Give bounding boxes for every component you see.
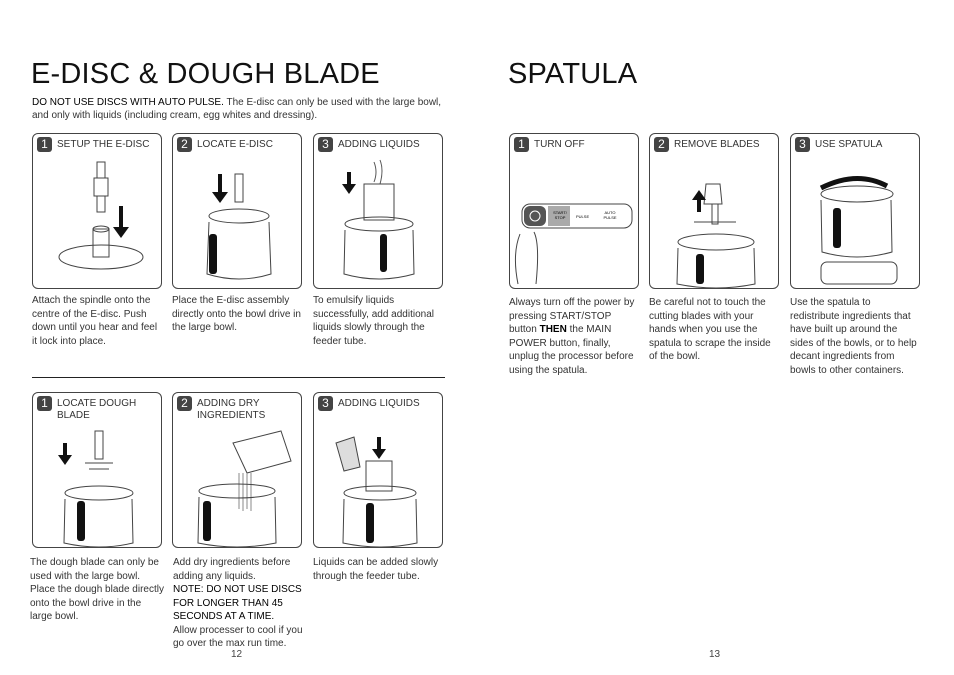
step-number: 3 — [318, 137, 333, 152]
dry-ingredients-illustration — [173, 393, 303, 549]
auto-pulse-button-label: AUTO PULSE — [603, 210, 617, 220]
step-label: USE SPATULA — [815, 139, 883, 150]
remove-blades-illustration — [650, 134, 780, 290]
dough-step-1-desc: The dough blade can only be used with the large bowl. Place the dough blade directly onto the bowl drive in the large bowl. — [30, 557, 164, 622]
left-page-title: E-DISC & DOUGH BLADE — [31, 58, 380, 90]
spatula-step-1-desc — [509, 296, 641, 377]
down-arrow-head-icon — [212, 192, 228, 203]
step-number: 2 — [654, 137, 669, 152]
page-number-right: 13 — [709, 649, 721, 660]
down-arrow-icon — [218, 174, 222, 194]
dough-step-3-card — [313, 392, 443, 548]
dough-step-2-note: NOTE: DO NOT USE DISCS FOR LONGER THAN 45 SECONDS AT A TIME. — [173, 584, 302, 622]
intro-paragraph — [32, 96, 447, 122]
edisc-step-1-card — [32, 133, 162, 289]
rotate-arrow-icon — [821, 178, 887, 188]
bowl-handle — [77, 501, 85, 541]
dough-step-2-text: Add dry ingredients before adding any liquids. — [173, 557, 291, 582]
bowl-handle — [833, 208, 841, 248]
right-page-title: SPATULA — [508, 58, 638, 90]
spindle-edisc-illustration — [33, 134, 163, 290]
bowl-edisc-illustration — [173, 134, 303, 290]
up-arrow-head-icon — [692, 190, 706, 200]
down-arrow-head-icon — [58, 455, 72, 465]
step-label: LOCATE E-DISC — [197, 139, 273, 150]
dough-step-2-card — [172, 392, 302, 548]
down-arrow-head-icon — [342, 184, 356, 194]
edisc-step-2-card — [172, 133, 302, 289]
step-label: LOCATE DOUGH BLADE — [57, 398, 137, 421]
pulse-button-label: PULSE — [576, 214, 590, 219]
edisc-step-3-desc: To emulsify liquids successfully, add additional liquids slowly through the feeder tube. — [313, 295, 434, 347]
step-label: ADDING DRY INGREDIENTS — [197, 398, 266, 421]
control-panel-illustration — [510, 134, 640, 290]
bowl-handle — [209, 234, 217, 274]
spatula-step-1-card — [509, 133, 639, 289]
step-number: 2 — [177, 137, 192, 152]
spatula-step-1-text: Always turn off the power by pressing START/STOP button — [509, 297, 635, 335]
spatula-step-1-text-after: the MAIN POWER button, finally, unplug the processor before using the spatula. — [509, 324, 634, 376]
section-divider — [32, 377, 445, 378]
dough-blade-illustration — [33, 393, 163, 549]
intro-warning: DO NOT USE DISCS WITH AUTO PULSE. — [32, 97, 224, 108]
down-arrow-icon — [119, 206, 123, 228]
spatula-step-2-desc: Be careful not to touch the cutting blades with your hands when you use the spatula to scrape the inside of the bowl. — [649, 297, 771, 362]
step-label: SETUP THE E-DISC — [57, 139, 150, 150]
bowl-handle — [696, 254, 704, 284]
step-number: 1 — [514, 137, 529, 152]
down-arrow-head-icon — [113, 227, 129, 238]
step-label: ADDING LIQUIDS — [338, 139, 420, 150]
step-number: 1 — [37, 137, 52, 152]
use-spatula-illustration — [791, 134, 921, 290]
step-label: ADDING LIQUIDS — [338, 398, 420, 409]
bowl-handle — [203, 501, 211, 541]
start-stop-button-label: START/ STOP — [553, 210, 567, 220]
bowl-handle — [366, 503, 374, 543]
step-label: REMOVE BLADES — [674, 139, 760, 150]
spatula-step-1-emphasis: THEN — [539, 324, 567, 335]
step-number: 3 — [318, 396, 333, 411]
dough-step-2-text-after: Allow processer to cool if you go over the max run time. — [173, 624, 303, 649]
intro-text: The E-disc can only be used with the large bowl, and only with liquids (including cream, egg whites and dressing). — [32, 97, 442, 121]
edisc-step-1-desc: Attach the spindle onto the centre of the E-disc. Push down until you hear and feel it lock into place. — [32, 295, 158, 347]
pour-liquids-illustration — [314, 393, 444, 549]
spatula-step-3-card — [790, 133, 920, 289]
down-arrow-icon — [377, 437, 381, 451]
page-number-left: 12 — [231, 649, 243, 660]
step-number: 2 — [177, 396, 192, 411]
dough-step-2-desc — [173, 556, 313, 651]
down-arrow-icon — [347, 172, 351, 186]
step-label: TURN OFF — [534, 139, 585, 150]
down-arrow-icon — [63, 443, 67, 457]
edisc-step-3-card — [313, 133, 443, 289]
spatula-step-2-card — [649, 133, 779, 289]
up-arrow-icon — [697, 198, 701, 212]
step-number: 1 — [37, 396, 52, 411]
step-number: 3 — [795, 137, 810, 152]
down-arrow-head-icon — [372, 449, 386, 459]
feeder-liquids-illustration — [314, 134, 444, 290]
bowl-handle — [380, 234, 387, 272]
spatula-step-3-desc: Use the spatula to redistribute ingredients that have built up around the sides of the bowls, or to help decant ingredients from bowls to other containers. — [790, 297, 917, 376]
dough-step-3-desc: Liquids can be added slowly through the feeder tube. — [313, 557, 439, 582]
edisc-step-2-desc: Place the E-disc assembly directly onto the bowl drive in the large bowl. — [172, 295, 301, 333]
dough-step-1-card — [32, 392, 162, 548]
